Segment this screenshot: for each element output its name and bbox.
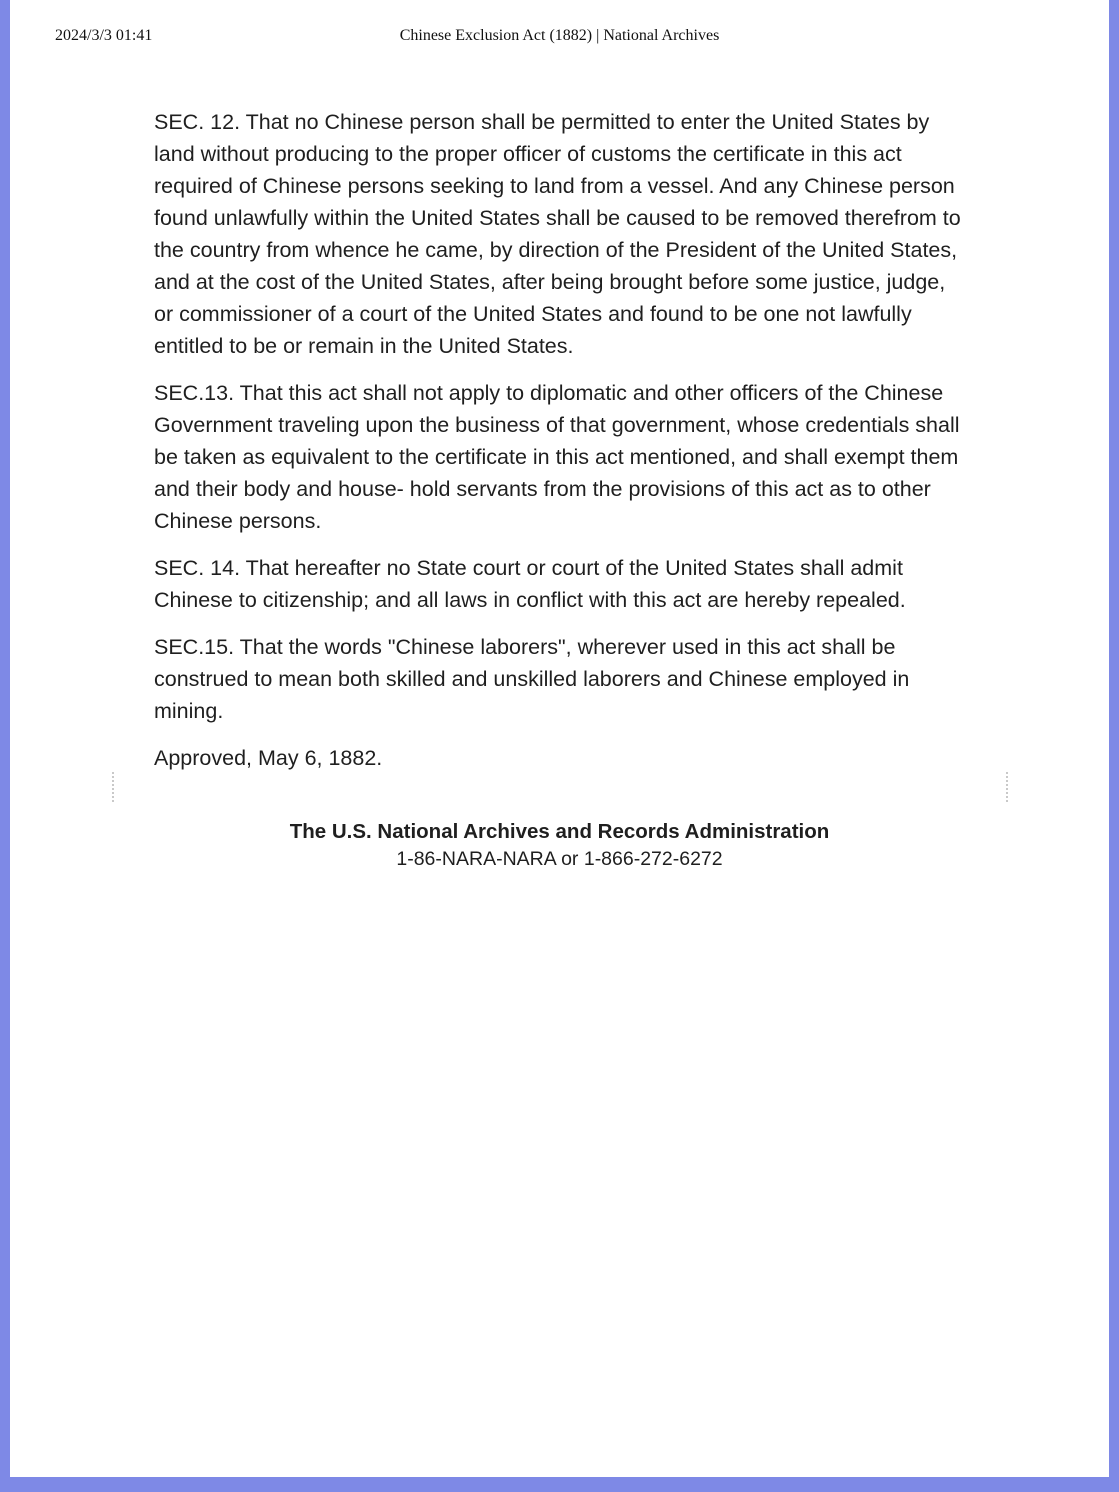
document-footer (0, 818, 1119, 872)
dotted-divider-right (1006, 772, 1008, 802)
page-title: Chinese Exclusion Act (1882) | National Archives (399, 27, 720, 44)
dotted-divider-left (112, 772, 114, 802)
body-paragraph-sec14: SEC. 14. That hereafter no State court or court of the United States shall admit Chinese to citizenship; and all laws in conflict with this act are hereby repealed. (154, 556, 906, 612)
document-body (154, 106, 968, 789)
page-edge-left (0, 0, 10, 1492)
page-edge-right (1109, 0, 1119, 1492)
footer-organization: The U.S. National Archives and Records Administration (289, 820, 830, 843)
body-paragraph-sec13: SEC.13. That this act shall not apply to diplomatic and other officers of the Chinese Government traveling upon the business of that government, whose credentials shall be taken as equivalent to the certificate in this act mentioned, and shall exempt them and their body and house- hold servants from the provisions of this act as to other Chinese persons. (154, 381, 960, 533)
print-timestamp: 2024/3/3 01:41 (55, 27, 153, 44)
footer-phone: 1-86-NARA-NARA or 1-866-272-6272 (396, 848, 723, 870)
print-header (0, 27, 1119, 49)
page-edge-bottom (0, 1477, 1119, 1492)
body-paragraph-sec15: SEC.15. That the words "Chinese laborers", wherever used in this act shall be construed to mean both skilled and unskilled laborers and Chinese employed in mining. (154, 635, 910, 723)
body-paragraph-approved: Approved, May 6, 1882. (154, 746, 383, 770)
body-paragraph-sec12: SEC. 12. That no Chinese person shall be permitted to enter the United States by land without producing to the proper officer of customs the certificate in this act required of Chinese persons seeking to land from a vessel. And any Chinese person found unlawfully within the United States shall be caused to be removed therefrom to the country from whence he came, by direction of the President of the United States, and at the cost of the United States, after being brought before some justice, judge, or commissioner of a court of the United States and found to be one not lawfully entitled to be or remain in the United States. (154, 110, 961, 358)
